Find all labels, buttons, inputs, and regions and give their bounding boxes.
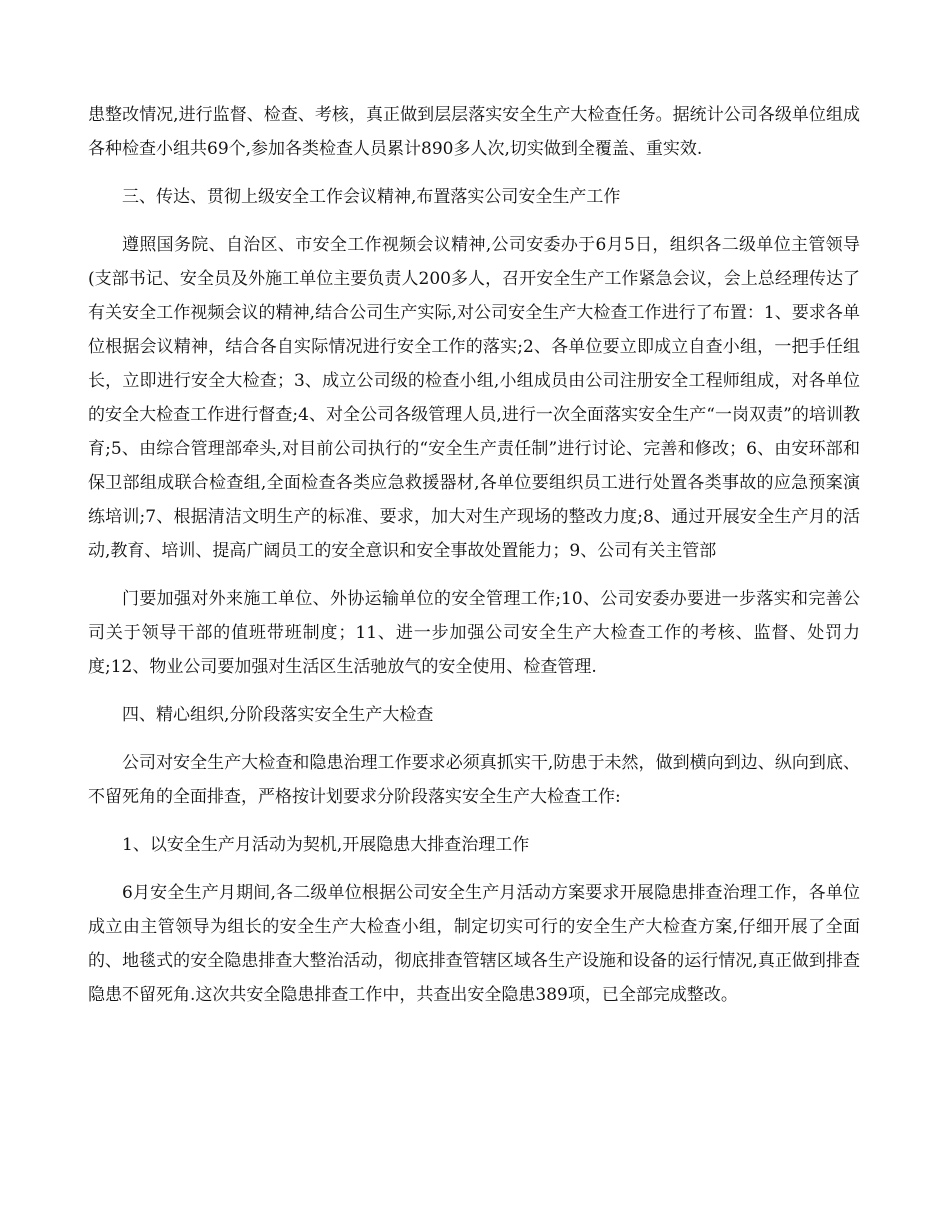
paragraph-continuation: 患整改情况,进行监督、检查、考核，真正做到层层落实安全生产大检查任务。据统计公司各级单位组成各种检查小组共69个,参加各类检查人员累计890多人次,切实做到全覆盖、重实效. bbox=[88, 105, 860, 159]
paragraph-inspection-requirements: 公司对安全生产大检查和隐患治理工作要求必须真抓实干,防患于未然，做到横向到边、纵向到底、不留死角的全面排查，严格按计划要求分阶段落实安全生产大检查工作: bbox=[88, 753, 860, 807]
paragraph-meeting-arrangements: 遵照国务院、自治区、市安全工作视频会议精神,公司安委办于6月5日，组织各二级单位主管领导(支部书记、安全员及外施工单位主要负责人200多人，召开安全生产工作紧急会议，会上总经理传达了有关安全工作视频会议的精神,结合公司生产实际,对公司安全生产大检查工作进行了布置：1、要求各单位根据会议精神，结合各自实际情况进行安全工作的落实;2、各单位要立即成立自查小组，一把手任组长，立即进行安全大检查；3、成立公司级的检查小组,小组成员由公司注册安全工程师组成，对各单位的安全大检查工作进行督查;4、对全公司各级管理人员,进行一次全面落实安全生产“一岗双责”的培训教育;5、由综合管理部牵头,对目前公司执行的“安全生产责任制”进行讨论、完善和修改；6、由安环部和保卫部组成联合检查组,全面检查各类应急救援器材,各单位要组织员工进行处置各类事故的应急预案演练培训;7、根据清洁文明生产的标准、要求，加大对生产现场的整改力度;8、通过开展安全生产月的活动,教育、培训、提高广阔员工的安全意识和安全事故处置能力；9、公司有关主管部 bbox=[88, 235, 860, 561]
section-heading-4: 四、精心组织,分阶段落实安全生产大检查 bbox=[122, 705, 434, 725]
document-body bbox=[88, 98, 860, 1026]
section-heading-3: 三、传达、贯彻上级安全工作会议精神,布置落实公司安全生产工作 bbox=[122, 187, 621, 207]
subsection-heading-1: 1、以安全生产月活动为契机,开展隐患大排查治理工作 bbox=[122, 835, 530, 855]
paragraph-management-measures: 门要加强对外来施工单位、外协运输单位的安全管理工作;10、公司安委办要进一步落实和完善公司关于领导干部的值班带班制度；11、进一步加强公司安全生产大检查工作的考核、监督、处罚力度;12、物业公司要加强对生活区生活驰放气的安全使用、检查管理. bbox=[88, 589, 860, 677]
paragraph-safety-month-results: 6月安全生产月期间,各二级单位根据公司安全生产月活动方案要求开展隐患排查治理工作，各单位成立由主管领导为组长的安全生产大检查小组，制定切实可行的安全生产大检查方案,仔细开展了全面的、地毯式的安全隐患排查大整治活动，彻底排查管辖区域各生产设施和设备的运行情况,真正做到排查隐患不留死角.这次共安全隐患排查工作中，共查出安全隐患389项，已全部完成整改。 bbox=[88, 883, 860, 1005]
